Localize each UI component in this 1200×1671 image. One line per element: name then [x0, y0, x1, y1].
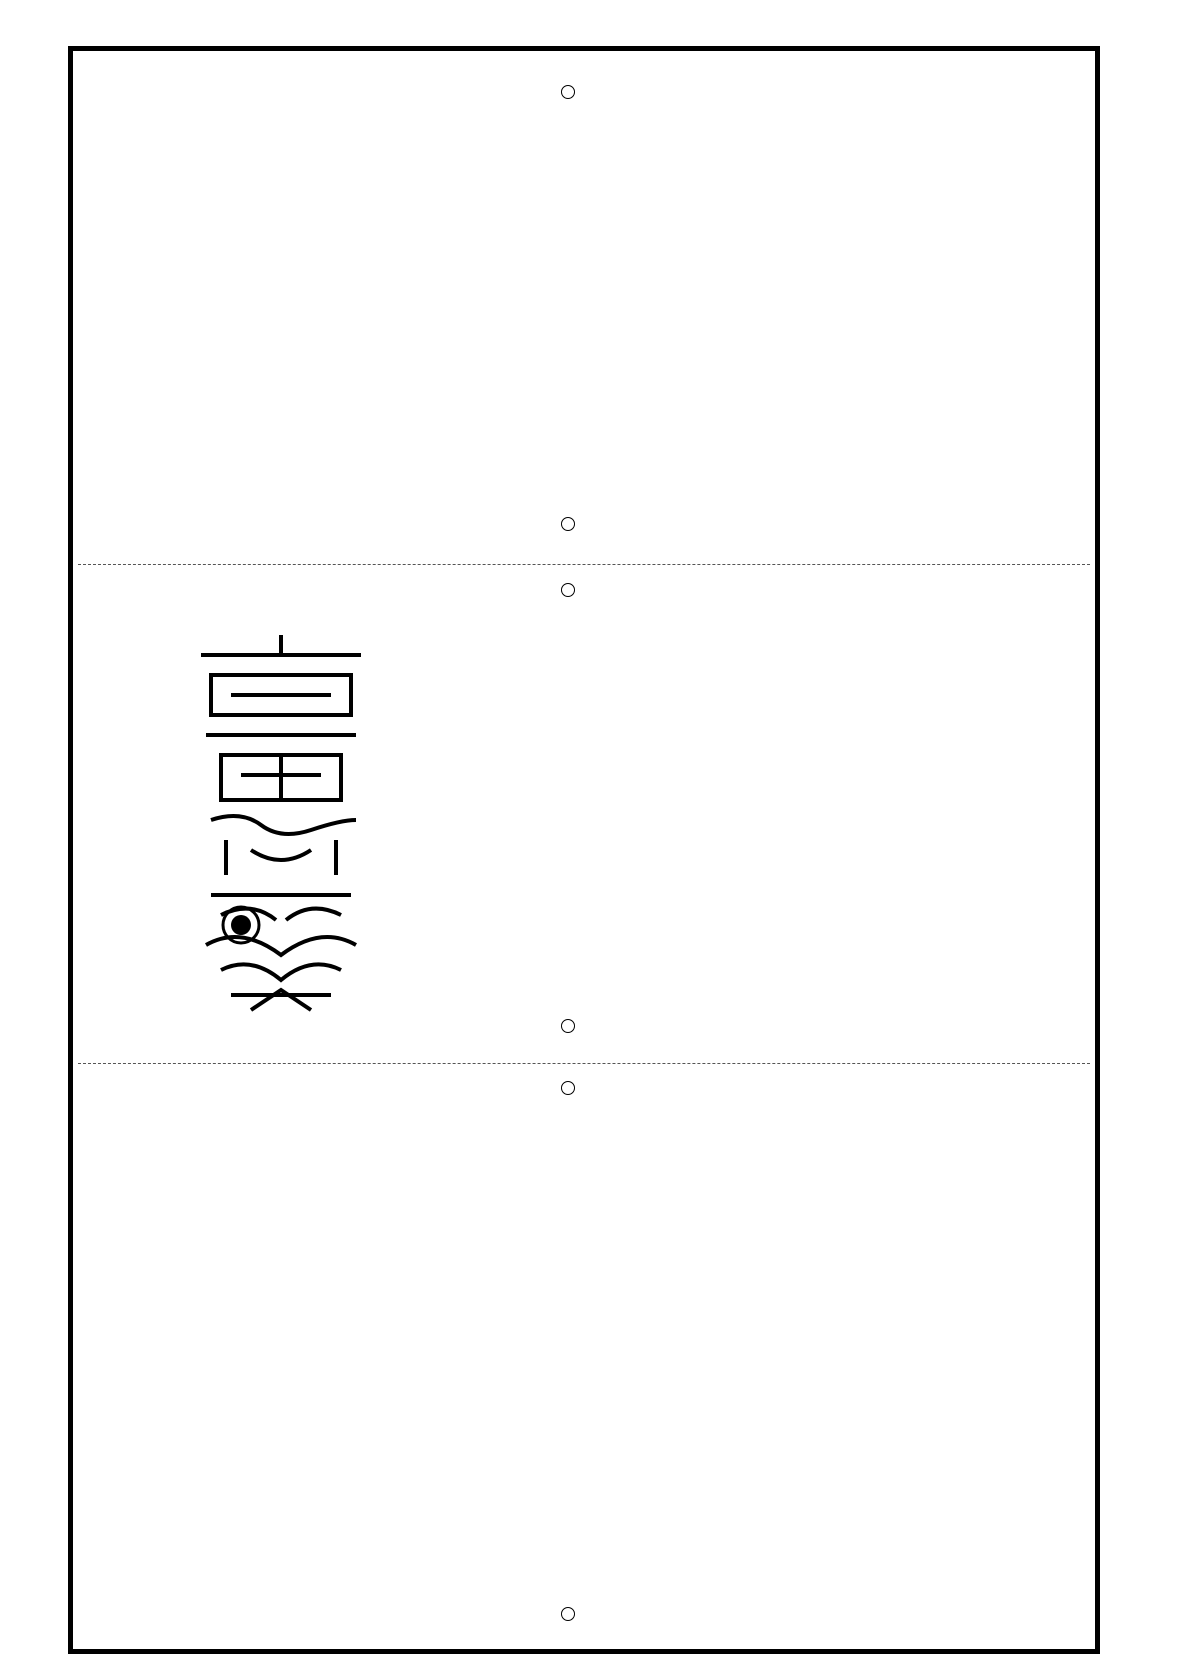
- talisman-seal-image: [181, 625, 381, 1025]
- section-divider-top: [78, 564, 1090, 565]
- bottom-section: [73, 1083, 1095, 1643]
- circle-mark: [561, 517, 575, 531]
- circle-mark: [561, 583, 575, 597]
- circle-mark: [561, 1019, 575, 1033]
- section-divider-bottom: [78, 1063, 1090, 1064]
- circle-mark: [561, 1607, 575, 1621]
- circle-mark: [561, 1081, 575, 1095]
- circle-mark: [561, 85, 575, 99]
- top-section: [73, 101, 1095, 591]
- page-frame: [68, 46, 1100, 1654]
